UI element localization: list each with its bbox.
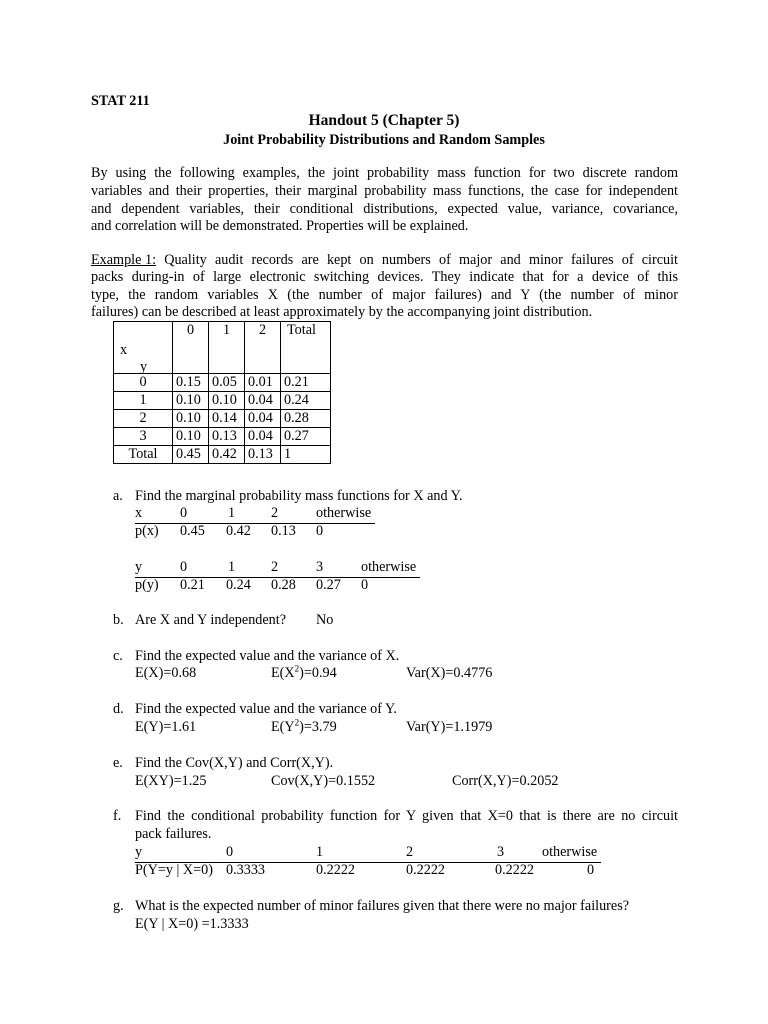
col-header: Total (281, 322, 331, 374)
py-val-otherwise: 0 (361, 577, 369, 593)
intro-line-4: and correlation will be demonstrated. Properties will be explained. (91, 218, 469, 234)
intro-line-2: variables and their properties, their marginal probability mass functions, the case for independent (91, 183, 678, 199)
ex2-sup: 2 (294, 663, 300, 674)
cond-header-row (135, 844, 601, 863)
table-cell: 0.01 (245, 374, 281, 392)
cond-head-3: 3 (497, 844, 505, 860)
item-c-letter: c. (113, 648, 123, 664)
px-head-2: 2 (271, 505, 279, 521)
py-val-2: 0.28 (271, 577, 296, 593)
col-header: 1 (209, 322, 245, 374)
example1-text-1: Quality audit records are kept on numbers of major and minor failures of circuit (156, 252, 678, 268)
covariance: Cov(X,Y)=0.1552 (271, 773, 376, 789)
ex2-pre: E(X (271, 665, 295, 681)
example1-line-2: packs during-in of large electronic switching devices. They indicate that for a device of this (91, 269, 678, 285)
px-head-otherwise: otherwise (316, 505, 372, 521)
row-label: 2 (114, 410, 173, 428)
table-cell: 0.45 (173, 446, 209, 464)
example1-label: Example 1: (91, 252, 157, 268)
handout-subtitle: Joint Probability Distributions and Random Samples (223, 132, 545, 148)
item-a-question: Find the marginal probability mass functions for X and Y. (135, 488, 463, 504)
px-val-1: 0.42 (226, 523, 251, 539)
table-cell: 0.15 (173, 374, 209, 392)
table-row (114, 428, 331, 446)
row-label: Total (114, 446, 173, 464)
row-label: 1 (114, 392, 173, 410)
corner-y-label: y (140, 359, 148, 375)
item-b-letter: b. (113, 612, 124, 628)
table-cell: 0.10 (173, 410, 209, 428)
cond-val-1: 0.2222 (316, 862, 356, 878)
cond-head-0: 0 (226, 844, 234, 860)
table-cell: 0.27 (281, 428, 331, 446)
table-cell: 0.13 (209, 428, 245, 446)
table-cell: 0.13 (245, 446, 281, 464)
table-cell: 0.10 (173, 392, 209, 410)
item-g-letter: g. (113, 898, 124, 914)
py-head-0: 0 (180, 559, 188, 575)
cond-head-y: y (135, 844, 143, 860)
item-c-question: Find the expected value and the variance of X. (135, 648, 400, 664)
table-header-row (114, 322, 331, 374)
col-header: 2 (245, 322, 281, 374)
row-label: 0 (114, 374, 173, 392)
expected-y-squared (271, 719, 337, 736)
px-val-0: 0.45 (180, 523, 205, 539)
expected-x: E(X)=0.68 (135, 665, 197, 681)
table-cell: 0.24 (281, 392, 331, 410)
py-label: p(y) (135, 577, 159, 593)
variance-y: Var(Y)=1.1979 (406, 719, 493, 735)
px-head-x: x (135, 505, 143, 521)
ey2-pre: E(Y (271, 719, 295, 735)
py-val-0: 0.21 (180, 577, 205, 593)
table-cell: 0.42 (209, 446, 245, 464)
handout-title: Handout 5 (Chapter 5) (308, 112, 460, 129)
table-row (114, 392, 331, 410)
py-head-y: y (135, 559, 143, 575)
item-e-letter: e. (113, 755, 123, 771)
item-g-question: What is the expected number of minor failures given that there were no major failures? (135, 898, 630, 914)
table-row (114, 374, 331, 392)
item-f-letter: f. (113, 808, 122, 824)
table-cell: 1 (281, 446, 331, 464)
expected-xy: E(XY)=1.25 (135, 773, 207, 789)
item-d-letter: d. (113, 701, 124, 717)
px-label: p(x) (135, 523, 159, 539)
py-head-1: 1 (228, 559, 236, 575)
py-val-3: 0.27 (316, 577, 341, 593)
ex2-post: )=0.94 (299, 665, 337, 681)
col-header: 0 (173, 322, 209, 374)
cond-head-1: 1 (316, 844, 324, 860)
item-d-question: Find the expected value and the variance of Y. (135, 701, 397, 717)
table-cell: 0.04 (245, 428, 281, 446)
table-row (114, 410, 331, 428)
item-b-answer: No (316, 612, 334, 628)
course-code: STAT 211 (91, 93, 150, 109)
table-cell: 0.10 (209, 392, 245, 410)
correlation: Corr(X,Y)=0.2052 (452, 773, 559, 789)
table-cell: 0.04 (245, 392, 281, 410)
cond-label: P(Y=y | X=0) (135, 862, 213, 878)
px-head-0: 0 (180, 505, 188, 521)
expected-y: E(Y)=1.61 (135, 719, 197, 735)
item-f-question-2: pack failures. (135, 826, 212, 842)
table-cell: 0.21 (281, 374, 331, 392)
example1-line-4: failures) can be described at least approximately by the accompanying joint distribution. (91, 304, 593, 320)
px-val-2: 0.13 (271, 523, 296, 539)
cond-val-3: 0.2222 (495, 862, 535, 878)
px-val-otherwise: 0 (316, 523, 324, 539)
cond-head-2: 2 (406, 844, 414, 860)
table-cell: 0.10 (173, 428, 209, 446)
row-label: 3 (114, 428, 173, 446)
example1-line-1 (91, 252, 678, 269)
table-row-total (114, 446, 331, 464)
intro-line-3: and dependent variables, their conditional distributions, expected value, variance, covariance, (91, 201, 678, 217)
table-cell: 0.28 (281, 410, 331, 428)
px-head-1: 1 (228, 505, 236, 521)
expected-x-squared (271, 665, 337, 682)
ey2-sup: 2 (294, 717, 300, 728)
py-head-otherwise: otherwise (361, 559, 417, 575)
item-e-question: Find the Cov(X,Y) and Corr(X,Y). (135, 755, 334, 771)
table-cell: 0.14 (209, 410, 245, 428)
item-b-question: Are X and Y independent? (135, 612, 287, 628)
py-val-1: 0.24 (226, 577, 251, 593)
cond-head-otherwise: otherwise (542, 844, 598, 860)
corner-cell (114, 322, 173, 374)
py-head-2: 2 (271, 559, 279, 575)
item-g-answer: E(Y | X=0) =1.3333 (135, 916, 249, 932)
item-a-letter: a. (113, 488, 123, 504)
item-f-question-1: Find the conditional probability function for Y given that X=0 that is there are no circuit (135, 808, 678, 824)
table-cell: 0.04 (245, 410, 281, 428)
cond-val-otherwise: 0 (587, 862, 595, 878)
table-cell: 0.05 (209, 374, 245, 392)
intro-line-1: By using the following examples, the joint probability mass function for two discrete random (91, 165, 678, 181)
cond-val-2: 0.2222 (406, 862, 446, 878)
example1-line-3: type, the random variables X (the number of major failures) and Y (the number of minor (91, 287, 678, 303)
variance-x: Var(X)=0.4776 (406, 665, 493, 681)
corner-x-label: x (120, 342, 128, 358)
cond-val-0: 0.3333 (226, 862, 266, 878)
py-head-3: 3 (316, 559, 324, 575)
joint-distribution-table (113, 321, 331, 464)
ey2-post: )=3.79 (299, 719, 337, 735)
